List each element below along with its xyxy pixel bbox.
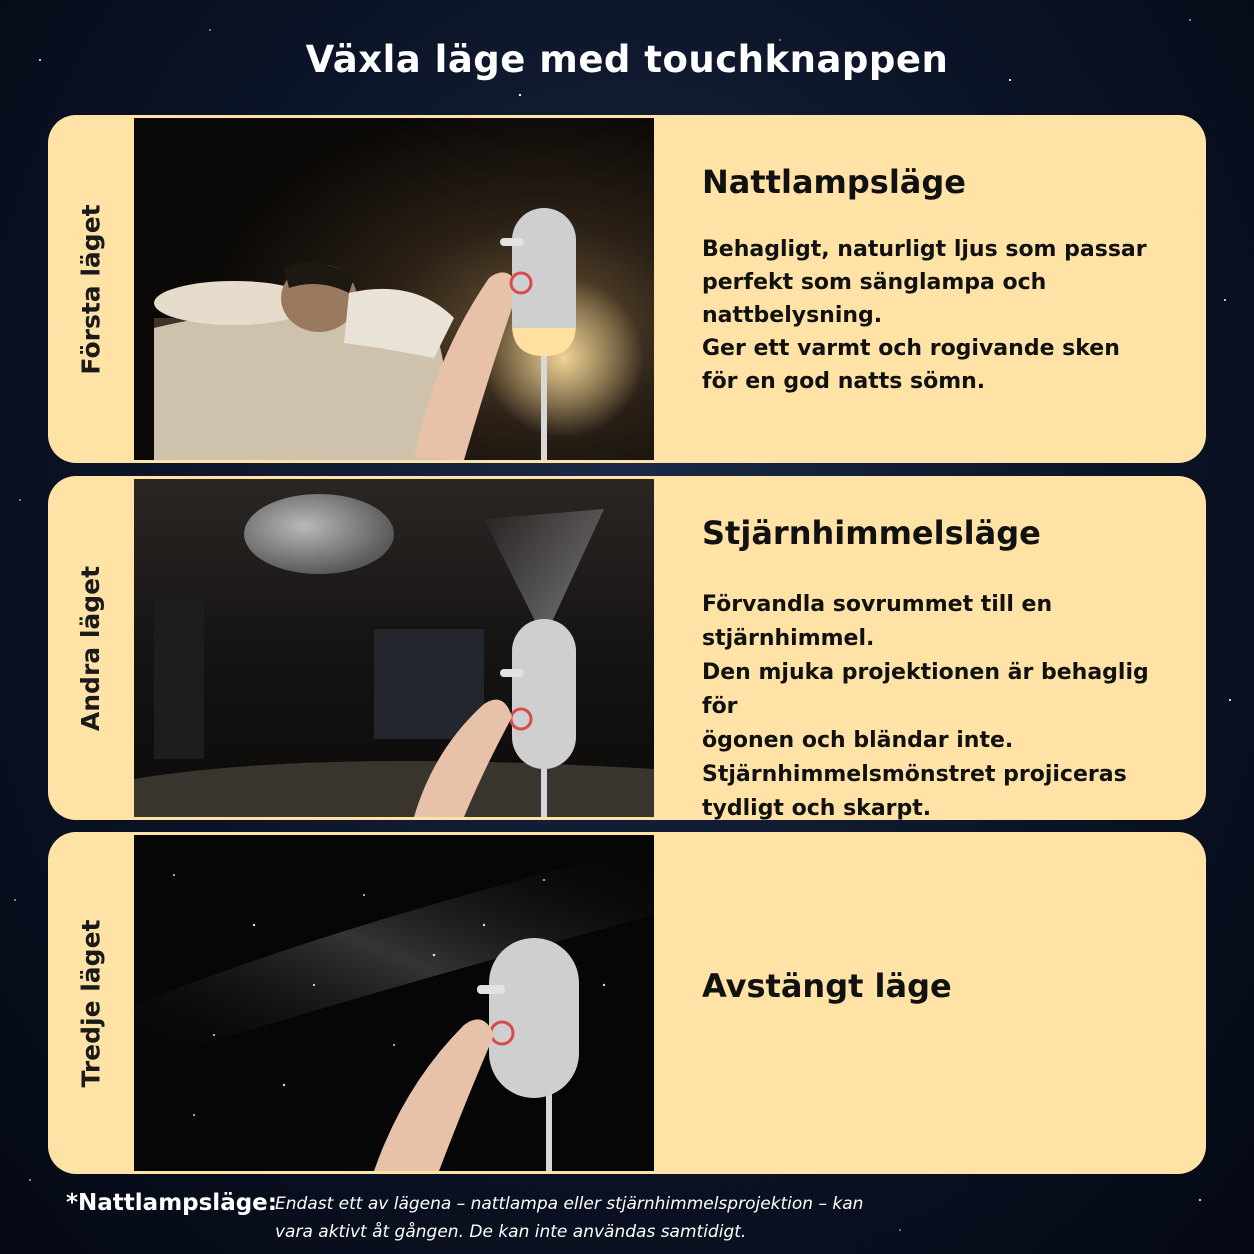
- footnote-label: *Nattlampsläge:: [66, 1190, 277, 1216]
- mode-description: Behagligt, naturligt ljus som passar perfekt som sänglampa och nattbelysning. Ger ett varmt och rogivande sken för en god natts sömn.: [702, 237, 1147, 394]
- mode-card-night-light: [48, 115, 1206, 463]
- mode-heading: Avstängt läge: [702, 967, 952, 1005]
- mode-heading: Stjärnhimmelsläge: [702, 514, 1041, 552]
- mode-heading: Nattlampsläge: [702, 163, 966, 201]
- mode-label: Första läget: [76, 203, 106, 375]
- photo-star-sky-mode: [134, 479, 654, 817]
- mode-label: Andra läget: [76, 565, 106, 731]
- photo-off-mode: [134, 835, 654, 1171]
- photo-night-light-mode: [134, 118, 654, 460]
- mode-label: Tredje läget: [76, 919, 106, 1087]
- mode-card-off: [48, 832, 1206, 1174]
- mode-description: Förvandla sovrummet till en stjärnhimmel. Den mjuka projektionen är behaglig för ögonen och bländar inte. Stjärnhimmelsmönstret projiceras tydligt och skarpt.: [702, 592, 1149, 820]
- mode-card-star-sky: [48, 476, 1206, 820]
- page-title: Växla läge med touchknappen: [305, 38, 949, 81]
- footnote-text: Endast ett av lägena – nattlampa eller stjärnhimmelsprojektion – kan vara aktivt åt gången. De kan inte användas samtidigt.: [275, 1194, 864, 1242]
